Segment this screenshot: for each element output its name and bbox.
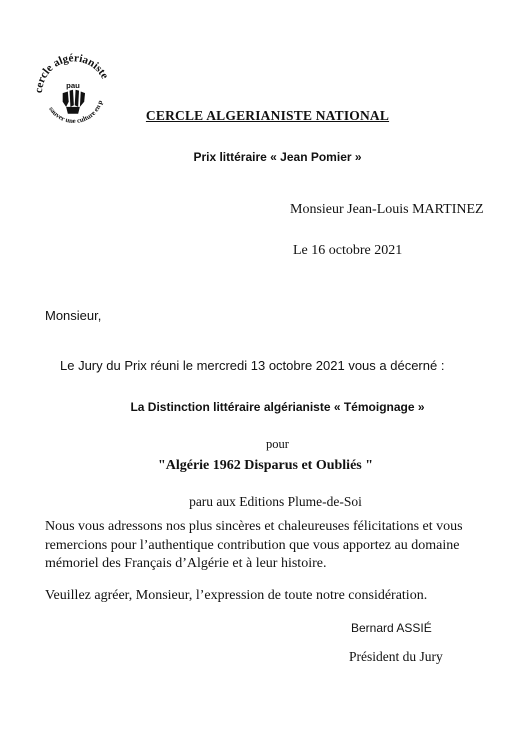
- logo-center-text: pau: [66, 81, 80, 90]
- salutation: Monsieur,: [45, 308, 102, 323]
- publisher-line: paru aux Editions Plume-de-Soi: [189, 494, 362, 509]
- logo-arc-text: cercle algérianiste: [32, 52, 111, 94]
- recipient-name: Monsieur Jean-Louis MARTINEZ: [290, 202, 484, 217]
- signatory-title: Président du Jury: [349, 649, 443, 664]
- jury-announcement: Le Jury du Prix réuni le mercredi 13 octobre 2021 vous a décerné :: [60, 358, 445, 373]
- letter-date: Le 16 octobre 2021: [293, 243, 403, 258]
- book-title: "Algérie 1962 Disparus et Oubliés ": [157, 458, 374, 473]
- distinction-title: La Distinction littéraire algérianiste « Témoignage »: [130, 400, 425, 414]
- congratulations-line: mémoriel des Français d’Algérie et à leur histoire.: [45, 556, 327, 571]
- congratulations-paragraph: [45, 518, 465, 574]
- org-title: CERCLE ALGERIANISTE NATIONAL: [145, 108, 390, 123]
- logo-motto: sauver une culture en p: [47, 99, 105, 126]
- congratulations-line: Nous vous adressons nos plus sincères et chaleureuses félicitations et vous: [45, 519, 463, 534]
- pour-text: pour: [266, 437, 289, 451]
- signatory-name: Bernard ASSIÉ: [351, 621, 432, 635]
- congratulations-line: remercions pour l’authentique contribution que vous apportez au domaine: [45, 537, 460, 553]
- closing-formula: Veuillez agréer, Monsieur, l’expression de toute notre considération.: [45, 588, 428, 603]
- prize-name: Prix littéraire « Jean Pomier »: [193, 150, 362, 164]
